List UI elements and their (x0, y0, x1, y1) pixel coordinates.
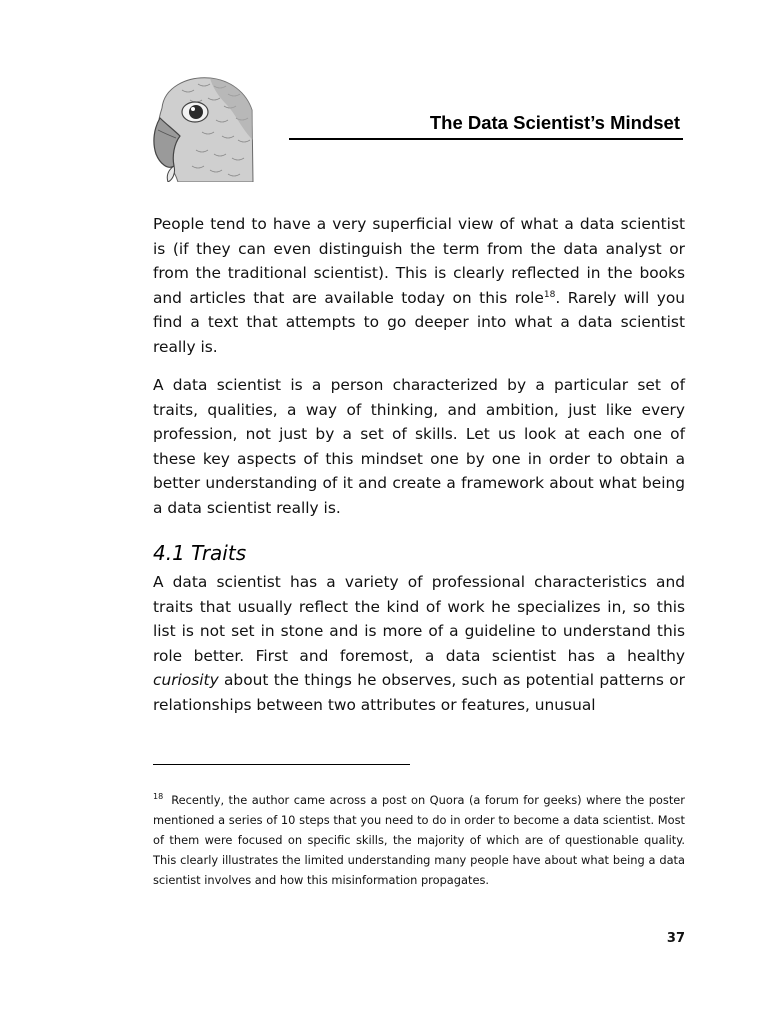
paragraph-definition: A data scientist is a person characterized by a particular set of traits, qualities, a way of thinking, and ambition, just like every profession, not just by a set of skills. Let us look at each one of these key aspects of this mindset one by one in order to obtain a better understanding of it and create a framework about what being a data scientist really is. (153, 376, 685, 517)
paragraph-traits-text: A data scientist has a variety of professional characteristics and traits that usually reflect the kind of work he specializes in, so this list is not set in stone and is more of a guideline to understand this role better. First and foremost, a data scientist has a healthy (153, 573, 685, 665)
footnote-separator (153, 764, 410, 765)
emphasis-term: curiosity (153, 671, 219, 689)
footnote-reference[interactable]: 18 (543, 289, 556, 300)
paragraph-intro-text-cont: . Rarely will you find a text that attempts to go deeper into what a data scientist really is. (153, 288, 685, 356)
page-number: 37 (666, 931, 685, 946)
footnote-marker: 18 (153, 792, 164, 802)
parrot-head-sketch-icon (152, 70, 256, 182)
paragraph-intro-text: People tend to have a very superficial view of what a data scientist is (if they can even distinguish the term from the data analyst or from the traditional scientist). This is clearly reflected in the books and articles that are available today on this role (153, 215, 685, 307)
chapter-title: The Data Scientist’s Mindset (429, 112, 680, 133)
paragraph-traits (153, 570, 685, 717)
section-heading: 4.1 Traits (153, 541, 247, 565)
paragraph-traits-text-cont: about the things he observes, such as potential patterns or relationships between two attributes or features, unusual (153, 671, 685, 714)
title-underline (289, 138, 683, 140)
paragraph-intro (153, 212, 685, 359)
footnote-text: Recently, the author came across a post on Quora (a forum for geeks) where the poster mentioned a series of 10 steps that you need to do in order to become a data scientist. Most of them were focused on specific skills, the majority of which are of questionable quality. This clearly illustrates the limited understanding many people have about what being a data scientist involves and how this misinformation propagates. (153, 793, 685, 887)
footnote (153, 790, 685, 890)
body-text (153, 212, 685, 731)
